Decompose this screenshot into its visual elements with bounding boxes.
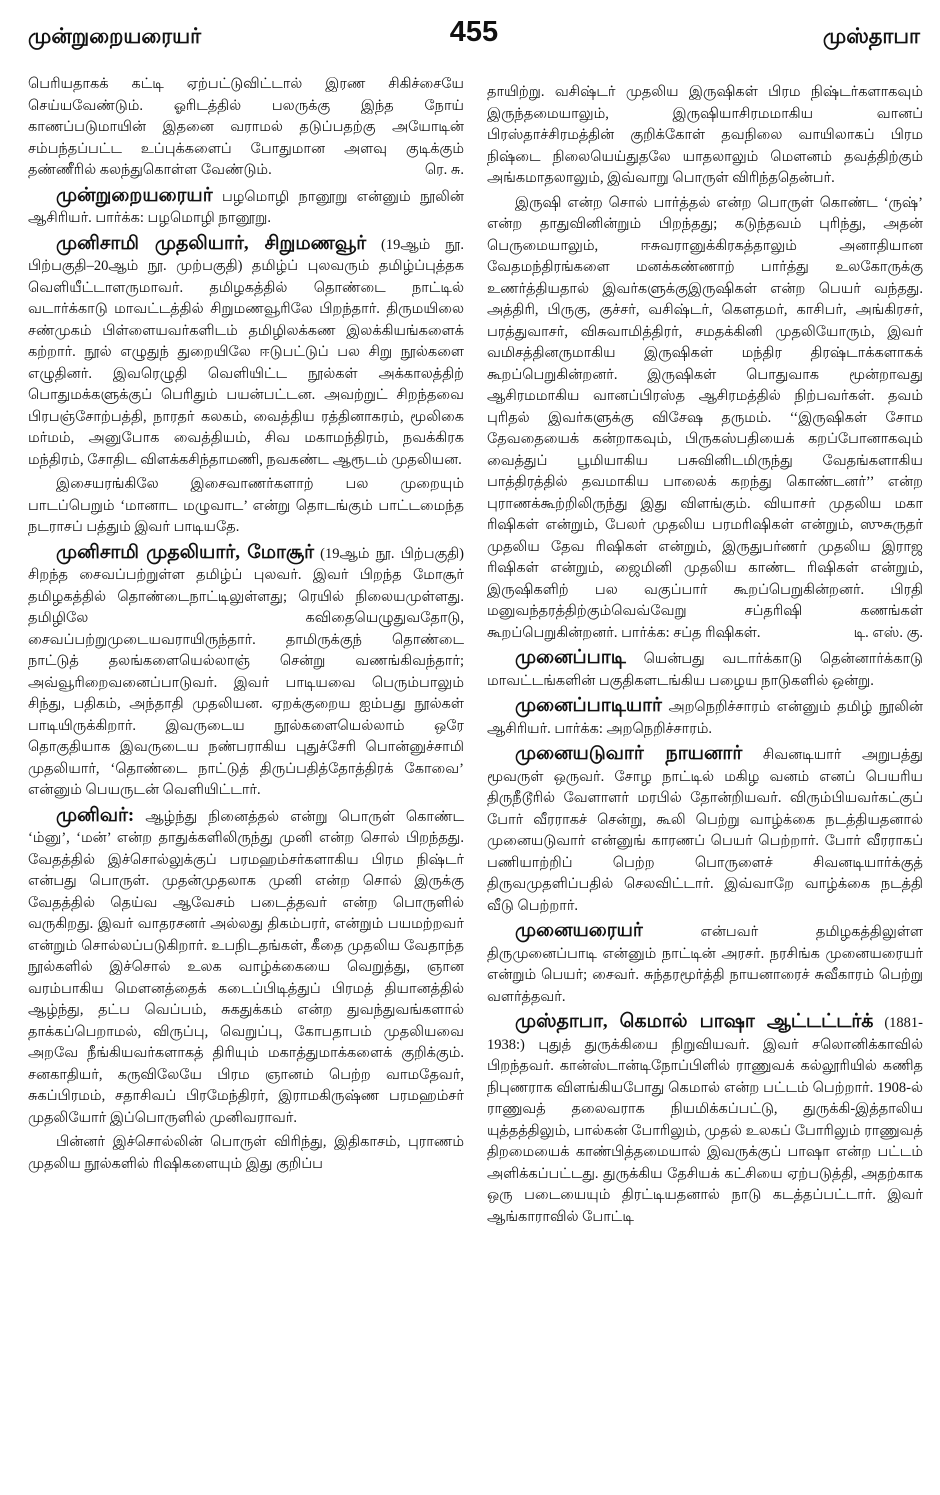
entry-headword: முனிசாமி முதலியார், மோசூர் [56,541,315,563]
entry-text: ஆழ்ந்து நினைத்தல் என்று பொருள் கொண்ட ‘ம்னு’, ‘மன்’ என்ற தாதுக்களிலிருந்து முனி என்ற சொல் பிறந்தது. வேதத்தில் இச்சொல்லுக்குப் பரமஹம்சர்களாகிய பிரம நிஷ்டர் என்பது பொருள். முதன்முதலாக முனி என்ற சொல் இருக்கு வேதத்தில் தெய்வ ஆவேசம் படைத்தவர் என்ற பொருளில் வருகிறது. இவர் வாதரசனர் அல்லது திகம்பரர், என்றும் பயமற்றவர் என்றும் சொல்லப்படுகிறார். உபநிடதங்கள், கீதை முதலிய வேதாந்த நூல்களில் இச்சொல் உலக வாழ்க்கையை வெறுத்து, ஞான வரம்பாகிய மௌனத்தைக் கடைப்பிடித்துப் பிரமத் தியானத்தில் ஆழ்ந்து, தட்ப வெப்பம், சுகதுக்கம் என்ற துவந்துவங்களால் தாக்கப்பெறாமல், விருப்பு, வெறுப்பு, கோபதாபம் முதலியவை அறவே நீங்கியவர்களாகத் திரியும் மகாத்துமாக்களைக் குறிக்கும். சனகாதியர், கருவிலேயே பிரம ஞானம் பெற்ற வாமதேவர், சுகப்பிரமம், சதாசிவப் பிரமேந்திரர், இராமகிருஷ்ண பரமஹம்சர் முதலியோர் இப்பொருளில் முனிவராவர். [28,808,464,1126]
entry-text: பழமொழி நானூறு என்னும் நூலின் ஆசிரியர். பார்க்க: பழமொழி நானூறு. [28,188,464,226]
entry-text: (19ஆம் நூ. பிற்பகுதி–20ஆம் நூ. முற்பகுதி) தமிழ்ப் புலவரும் தமிழ்ப்புத்தக வெளியீட்டாளருமாவர். தமிழகத்தில் தொண்டை நாட்டில் வடார்க்காடு மாவட்டத்தில் சிறுமணவூரிலே பிறந்தார். திருமயிலை சண்முகம் பிள்ளையவர்களிடம் தமிழிலக்கண இலக்கியங்களைக் கற்றார். நூல் எழுதுந் துறையிலே ஈடுபட்டுப் பல சிறு நூல்களை எழுதினர். இவரெழுதி வெளியிட்ட நூல்கள் அக்காலத்திற் பொதுமக்களுக்குப் பெரிதும் பயன்பட்டன. அவற்றுட் சிறந்தவை பிரபஞ்சோற்பத்தி, நாரதர் கலகம், வைத்திய ரத்தினாகரம், மூலிகை மர்மம், அனுபோக வைத்தியம், சிவ மகாமந்திரம், நவக்கிரக மந்திரம், சோதிட விளக்கசிந்தாமணி, நவகண்ட ஆரூடம் முதலியன. [28,236,464,468]
paragraph-text: பெரியதாகக் கட்டி ஏற்பட்டுவிட்டால் இரண சிகிச்சையே செய்யவேண்டும். ஓரிடத்தில் பலருக்கு இந்த நோய் காணப்படுமாயின் இதனை வராமல் தடுப்பதற்கு அயோடின் சம்பந்தப்பட்ட உப்புக்களைப் போதுமான அளவு குடிக்கும் தண்ணீரில் கலந்துகொள்ள வேண்டும். [28,76,464,178]
continued-paragraph [28,74,464,182]
running-head-first-entry: முன்றுறையரையர் [28,24,202,48]
paragraph-text: இருஷி என்ற சொல் பார்த்தல் என்ற பொருள் கொண்ட ‘ருஷ்’ என்ற தாதுவினின்றும் பிறந்தது; கடுந்தவம் புரிந்து, அதன் பெருமையாலும், ஈசுவரானுக்கிரகத்தாலும் அனாதியான வேதமந்திரங்களை மனக்கண்ணாற் பார்த்து உலகோருக்கு உணர்த்தியதால் இவர்களுக்குஇருஷிகள் என்ற பெயர் வந்தது. அத்திரி, பிருகு, குச்சர், வசிஷ்டர், கௌதமர், காசிபர், அங்கிரசர், பரத்துவாசர், விசுவாமித்திரர், சமதக்கினி முதலியோரும், இவர் வமிசத்தினருமாகிய இருஷிகள் மந்திர திரஷ்டாக்களாகக் கூறப்பெறுகின்றனர். இருஷிகள் பொதுவாக மூன்றாவது ஆசிரமமாகிய வானப்பிரஸ்த ஆசிரமத்தில் நிற்பவர்கள். தவம் புரிதல் இவர்களுக்கு விசேஷ தருமம். ‘‘இருஷிகள் சோம தேவதையைக் கன்றாகவும், பிருகஸ்பதியைக் கறப்போனாகவும் வைத்துப் பூமியாகிய பசுவினிடமிருந்து வேதங்களாகிய பாத்திரத்தில் தவமாகிய பாலைக் கறந்து கொண்டனர்’’ என்ற புராணக்கூற்றிலிருந்து இது விளங்கும். வியாசர் முதலிய மகா ரிஷிகள் என்றும், பேலர் முதலிய பரமரிஷிகள் என்றும், ஸுசுருதர் முதலிய தேவ ரிஷிகள் என்றும், இருதுபர்ணர் முதலிய இராஜ ரிஷிகள் என்றும், ஜைமினி முதலிய காண்ட ரிஷிகள் என்றும், இருஷிகளிற் பல வகுப்பார் கூறப்பெறுகின்றனர். பிரதி மனுவந்தரத்திற்கும்வெவ்வேறு சப்தரிஷி கணங்கள் கூறப்பெறுகின்றனர். பார்க்க: சப்த ரிஷிகள். [487,194,923,641]
paragraph-text: தாயிற்று. வசிஷ்டர் முதலிய இருஷிகள் பிரம நிஷ்டர்களாகவும் இருந்தமையாலும், இருஷியாசிரமமாகிய வானப் பிரஸ்தாச்சிரமத்தின் குறிக்கோள் தவநிலை வாயிலாகப் பிரம நிஷ்டை நிலையெய்துதலே யாதலாலும் மௌனம் தவத்திற்கும் அங்கமாதலாலும், இவ்வாறு பொருள் விரிந்ததென்பர். [487,84,923,186]
entry-munaiyaraiyar [487,920,923,1008]
author-initials: டி. எஸ். கு. [853,624,923,641]
entry-text: (19ஆம் நூ. பிற்பகுதி) சிறந்த சைவப்பற்றுள்ள தமிழ்ப் புலவர். இவர் பிறந்த மோசூர் தமிழகத்தில் தொண்டைநாட்டிலுள்ளது; ரெயில் நிலையமுள்ளது. தமிழிலே கவிதையெழுதுவதோடு, சைவப்பற்றுமுடையவராயிருந்தார். தாமிருக்குந் தொண்டை நாட்டுத் தலங்களையெல்லாஞ் சென்று வணங்கிவந்தார்; அவ்வூரிறைவனைப்பாடுவர். இவர் பாடியவை பெரும்பாலும் சிந்து, பதிகம், அந்தாதி முதலியன. ஏறக்குறைய ஐம்பது நூல்கள் பாடியிருக்கிறார். இவருடைய நூல்களையெல்லாம் ஒரே தொகுதியாக இவருடைய நண்பராகிய புதுச்சேரி பொன்னுச்சாமி முதலியார், ‘தொண்டை நாட்டுத் திருப்பதித்தோத்திரக் கோவை’ என்னும் பெயருடன் வெளியிட்டார். [28,545,464,798]
page-number: 455 [449,16,499,48]
entry-text: என்பவர் தமிழகத்திலுள்ள திருமுனைப்பாடி என்னும் நாட்டின் அரசர். நரசிங்க முனையரையர் என்றும் பெயர்; சைவர். சுந்தரமூர்த்தி நாயனாரைச் சுவீகாரம் பெற்று வளர்த்தவர். [487,924,923,1005]
entry-headword: முன்றுறையரையர் [56,184,213,206]
entry-headword: முனையடுவார் நாயனார் [515,743,743,764]
entry-paragraph [28,1132,464,1175]
page-header [28,16,920,60]
entry-munaiyaduvar-nayanar [487,743,923,917]
entry-paragraph [28,474,464,539]
entry-munisami-mudaliyar-sirumanavur [28,233,464,472]
entry-munrurai-araiyar [28,185,464,230]
left-column [28,74,464,1484]
author-initials: ரெ. சு. [424,162,464,178]
running-head-last-entry: முஸ்தாபா [822,24,920,48]
entry-paragraph [487,193,923,645]
entry-text: யென்பது வடார்க்காடு தென்னார்க்காடு மாவட்டங்களின் பகுதிகளடங்கிய பழைய நாடுகளில் ஒன்று. [487,651,923,689]
right-column [487,82,923,1484]
entry-headword: முஸ்தாபா, கெமால் பாஷா ஆட்டட்டர்க் [515,1011,874,1032]
entry-headword: முனைப்பாடியார் [515,695,662,716]
entry-munaippadi [487,647,923,692]
entry-munisami-mudaliyar-mosur [28,542,464,802]
continued-paragraph [487,82,923,190]
entry-text: சிவனடியார் அறுபத்து மூவருள் ஒருவர். சோழ நாட்டில் மகிழ வனம் எனப் பெயரிய திருநீடூரில் வேளாளர் மரபில் தோன்றியவர். விரும்பியவர்கட்குப் போர் வீரராகச் சென்று, கூலி பெற்று வாழ்க்கை நடத்தியதனால் முனையடுவார் என்னுங் காரணப் பெயர் பெற்றார். போர் வீரராகப் பணியாற்றிப் பெற்ற பொருளைச் சிவனடியார்க்குத் திருவமுதளிப்பதில் செலவிட்டார். இவ்வாறே வாழ்க்கை நடத்தி வீடு பெற்றார். [487,747,923,914]
entry-text: (1881-1938:) புதுத் துருக்கியை நிறுவியவர். இவர் சலொனிக்காவில் பிறந்தவர். கான்ஸ்டான்டிநோப்பிளில் ராணுவக் கல்லூரியில் கணித நிபுணராக விளங்கியபோது கெமால் என்ற பட்டம் பெற்றார். 1908-ல் ராணுவத் தலைவராக நியமிக்கப்பட்டு, துருக்கி-இத்தாலிய யுத்தத்திலும், பால்கன் போரிலும், முதல் உலகப் போரிலும் ராணுவத் திறமையைக் காண்பித்தமையால் இவருக்குப் பாஷா என்ற பட்டம் அளிக்கப்பட்டது. துருக்கிய தேசியக் கட்சியை ஏற்படுத்தி, அதற்காக ஒரு படையையும் திரட்டியதனால் நாடு கடத்தப்பட்டார். இவர் ஆங்காராவில் போட்டி [487,1015,923,1225]
entry-munivar [28,805,464,1130]
entry-headword: முனிசாமி முதலியார், சிறுமணவூர் [56,232,367,254]
entry-munaippadiyar [487,695,923,740]
entry-headword: முனிவர்: [56,804,135,826]
paragraph-text: இசையரங்கிலே இசைவாணர்களாற் பல முறையும் பாடப்பெறும் ‘மானாட மழுவாட’ என்று தொடங்கும் பாட்டமைந்த நடராசப் பத்தும் இவர் பாடியதே. [28,476,464,535]
entry-headword: முனையரையர் [515,920,643,941]
paragraph-text: பின்னர் இச்சொல்லின் பொருள் விரிந்து, இதிகாசம், புராணம் முதலிய நூல்களில் ரிஷிகளையும் இது குறிப்ப [28,1134,464,1172]
entry-headword: முனைப்பாடி [515,647,626,668]
entry-text: அறநெறிச்சாரம் என்னும் தமிழ் நூலின் ஆசிரியர். பார்க்க: அறநெறிச்சாரம். [487,699,923,737]
entry-mustafa-kemal [487,1011,923,1228]
